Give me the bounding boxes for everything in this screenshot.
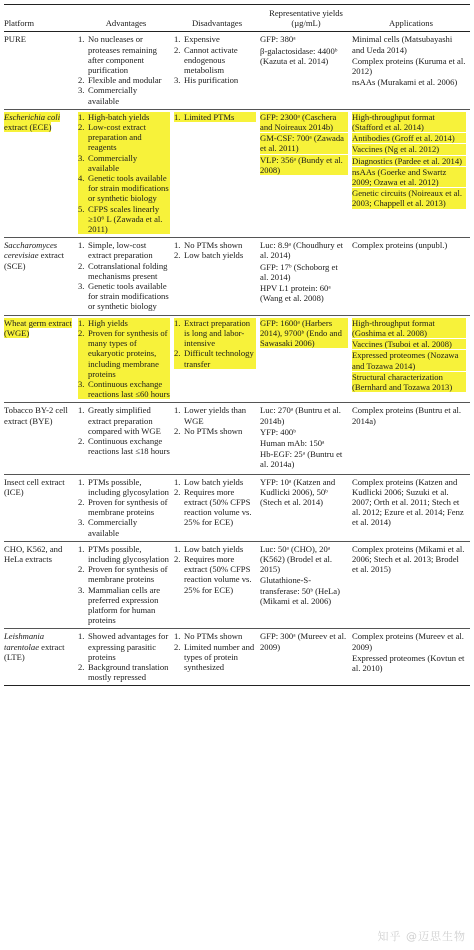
item-number: 1. <box>174 111 181 122</box>
disadvantage-item <box>174 318 256 349</box>
advantage-item <box>78 75 170 85</box>
platform-cell <box>4 477 78 538</box>
application-cell <box>352 34 470 105</box>
item-number: 2. <box>174 348 181 359</box>
yield-entry: GFP: 2300ᵃ (Caschera and Noireaux 2014b) <box>260 112 348 132</box>
application-entry: Complex proteins (Mureev et al. 2009) <box>352 631 464 652</box>
advantage-cell <box>78 544 174 626</box>
disadvantage-cell <box>174 34 260 105</box>
item-number: 3. <box>78 152 85 163</box>
advantage-item <box>78 564 170 584</box>
yield-entry: YFP: 400ᵇ <box>260 426 296 437</box>
advantage-text: Commercially available <box>88 152 138 173</box>
item-number: 3. <box>78 85 85 96</box>
application-entry: Genetic circuits (Noireaux et al. 2003; Chappell et al. 2013) <box>352 188 466 208</box>
advantage-cell <box>78 34 174 105</box>
disadvantage-item <box>174 642 256 673</box>
platform-name: extract (LTE) <box>4 641 65 662</box>
item-number: 2. <box>78 496 85 507</box>
advantage-cell <box>78 631 174 682</box>
advantage-text: PTMs possible, including glycosylation <box>88 476 169 497</box>
advantage-cell <box>78 112 174 234</box>
disadvantage-text: Extract preparation is long and labor-intensive <box>184 317 251 349</box>
platform-cell <box>4 544 78 626</box>
application-entry: Complex proteins (Kuruma et al. 2012) <box>352 55 466 77</box>
item-number: 2. <box>78 122 85 133</box>
disadvantage-cell <box>174 631 260 682</box>
advantage-item <box>78 318 170 328</box>
item-number: 1. <box>174 34 181 45</box>
header-disadvantages: Disadvantages <box>191 18 243 29</box>
disadvantage-text: Low batch yields <box>184 476 244 487</box>
item-number: 2. <box>78 435 85 446</box>
disadvantage-item <box>174 544 256 554</box>
item-number: 1. <box>78 476 85 487</box>
yield-cell <box>260 112 352 234</box>
item-number: 3. <box>78 584 85 595</box>
advantage-item <box>78 240 170 260</box>
advantage-item <box>78 204 170 235</box>
disadvantage-text: Cannot activate endogenous metabolism <box>184 44 238 76</box>
application-cell <box>352 112 470 234</box>
application-entry: Structural characterization (Bernhard and Tozawa 2013) <box>352 372 466 392</box>
header-applications: Applications <box>389 18 433 29</box>
application-entry: Complex proteins (Katzen and Kudlicki 2006; Suzuki et al. 2007; Orth et al. 2011; Stech et al. 2012; Ezure et al. 2014; Fenz et al. 2014) <box>352 476 464 528</box>
application-entry: Diagnostics (Pardee et al. 2014) <box>352 156 466 166</box>
platform-organism: Saccharomyces cerevisiae <box>4 240 58 261</box>
disadvantage-item <box>174 405 256 425</box>
platform-name: Tobacco BY-2 cell extract (BYE) <box>4 405 68 426</box>
table-row <box>4 238 470 315</box>
disadvantage-item <box>174 554 256 595</box>
advantage-item <box>78 477 170 497</box>
item-number: 2. <box>174 641 181 652</box>
advantage-text: Proven for synthesis of membrane proteins <box>88 496 168 518</box>
item-number: 2. <box>174 250 181 261</box>
advantage-text: Proven for synthesis of many types of eukaryotic proteins, including membrane proteins <box>88 327 168 379</box>
yield-entry: GFP: 380ᵃ <box>260 34 296 45</box>
yield-entry: Hb-EGF: 25ᵃ (Buntru et al. 2014a) <box>260 449 343 470</box>
disadvantage-text: Low batch yields <box>184 250 244 261</box>
advantage-text: Genetic tools available for strain modifications or synthetic biology <box>88 281 169 312</box>
platform-name: Wheat germ extract (WGE) <box>4 317 72 338</box>
disadvantage-text: Requires more extract (50% CFPS reaction volume vs. 25% for ECE) <box>184 553 252 595</box>
item-number: 2. <box>174 425 181 436</box>
platform-cell <box>4 240 78 311</box>
disadvantage-text: No PTMs shown <box>184 425 243 436</box>
application-entry: Antibodies (Groff et al. 2014) <box>352 133 466 143</box>
application-cell <box>352 318 470 400</box>
advantage-item <box>78 662 170 682</box>
item-number: 1. <box>174 317 181 328</box>
advantage-text: Continuous exchange reactions last ≤18 hours <box>88 435 170 457</box>
item-number: 2. <box>78 327 85 338</box>
item-number: 1. <box>78 543 85 554</box>
watermark: 知乎 @迈思生物 <box>377 930 466 943</box>
disadvantage-item <box>174 250 256 260</box>
application-entry: Vaccines (Tsuboi et al. 2008) <box>352 339 466 349</box>
application-cell <box>352 240 470 311</box>
disadvantage-item <box>174 631 256 641</box>
disadvantage-text: No PTMs shown <box>184 240 243 251</box>
platform-cell <box>4 112 78 234</box>
table-row <box>4 110 470 238</box>
table-row <box>4 403 470 474</box>
application-cell <box>352 405 470 470</box>
yield-cell <box>260 477 352 538</box>
advantage-item <box>78 544 170 564</box>
advantage-cell <box>78 318 174 400</box>
disadvantage-cell <box>174 112 260 234</box>
item-number: 2. <box>78 564 85 575</box>
advantage-text: No nucleases or proteases remaining after component purification <box>88 34 157 76</box>
platform-name: PURE <box>4 34 26 45</box>
disadvantage-text: Limited PTMs <box>184 111 235 122</box>
advantage-item <box>78 112 170 122</box>
application-entry: Minimal cells (Matsubayashi and Ueda 2014) <box>352 34 453 55</box>
platform-name: CHO, K562, and HeLa extracts <box>4 543 63 564</box>
application-entry: Expressed proteomes (Nozawa and Tozawa 2014) <box>352 350 466 370</box>
platform-cell <box>4 631 78 682</box>
item-number: 1. <box>174 405 181 416</box>
advantage-item <box>78 379 170 399</box>
yield-entry: Glutathione-S-transferase: 50ᵇ (HeLa) (Mikami et al. 2006) <box>260 575 340 606</box>
item-number: 2. <box>174 44 181 55</box>
yield-cell <box>260 240 352 311</box>
disadvantage-text: Limited number and types of protein synthesized <box>184 641 255 672</box>
application-cell <box>352 477 470 538</box>
disadvantage-text: Requires more extract (50% CFPS reaction volume vs. 25% for ECE) <box>184 486 252 528</box>
yield-cell <box>260 405 352 470</box>
yield-entry: Luc: 50ᵃ (CHO), 20ᵃ (K562) (Brodel et al. 2015) <box>260 543 333 575</box>
yield-cell <box>260 631 352 682</box>
yield-entry: β-galactosidase: 4400ᵇ (Kazuta et al. 2014) <box>260 45 338 66</box>
advantage-item <box>78 34 170 75</box>
advantage-item <box>78 585 170 626</box>
item-number: 3. <box>78 281 85 292</box>
item-number: 1. <box>78 240 85 251</box>
item-number: 2. <box>78 75 85 86</box>
disadvantage-cell <box>174 240 260 311</box>
advantage-text: Continuous exchange reactions last ≤60 hours <box>88 378 170 400</box>
advantage-text: Genetic tools available for strain modifications or synthetic biology <box>88 173 169 204</box>
yield-entry: Human mAb: 150ᵃ <box>260 437 325 448</box>
disadvantage-item <box>174 75 256 85</box>
disadvantage-text: No PTMs shown <box>184 631 243 642</box>
advantage-cell <box>78 405 174 470</box>
application-entry: nsAAs (Murakami et al. 2006) <box>352 77 458 88</box>
advantage-text: Commercially available <box>88 85 138 106</box>
item-number: 1. <box>174 543 181 554</box>
advantage-text: Proven for synthesis of membrane proteins <box>88 564 168 585</box>
yield-entry: GFP: 1600ᵃ (Harbers 2014), 9700ᵇ (Endo and Sawasaki 2006) <box>260 318 348 349</box>
advantage-item <box>78 173 170 204</box>
header-platform: Platform <box>4 18 35 29</box>
advantage-item <box>78 261 170 281</box>
platform-organism: Leishmania tarentolae <box>4 631 45 652</box>
table-row <box>4 32 470 109</box>
item-number: 3. <box>78 517 85 528</box>
platform-organism: Escherichia coli <box>4 111 61 122</box>
yield-cell <box>260 544 352 626</box>
header-yields: Representative yields (µg/mL) <box>269 8 343 29</box>
yield-entry: GFP: 300ᵃ (Mureev et al. 2009) <box>260 631 347 652</box>
advantage-text: Greatly simplified extract preparation compared with WGE <box>88 405 161 436</box>
disadvantage-item <box>174 426 256 436</box>
item-number: 1. <box>174 631 181 642</box>
advantage-text: High-batch yields <box>88 111 150 122</box>
advantage-text: CFPS scales linearly ≥10⁶ L (Zawada et al. 2011) <box>88 203 163 235</box>
header-advantages: Advantages <box>105 18 147 29</box>
yield-entry: Luc: 270ᵃ (Buntru et al. 2014b) <box>260 405 341 426</box>
platform-name: extract (ECE) <box>4 122 52 133</box>
item-number: 5. <box>78 203 85 214</box>
table-body <box>4 32 470 686</box>
item-number: 2. <box>78 260 85 271</box>
advantage-text: Low-cost extract preparation and reagents <box>88 122 146 153</box>
advantage-text: Showed advantages for expressing parasitic proteins <box>88 631 169 662</box>
yield-cell <box>260 34 352 105</box>
disadvantage-item <box>174 348 256 368</box>
yield-entry: GFP: 17ᵇ (Schoborg et al. 2014) <box>260 261 338 282</box>
application-entry: High-throughput format (Stafford et al. 2014) <box>352 112 466 132</box>
advantage-item <box>78 281 170 312</box>
table-row <box>4 629 470 686</box>
disadvantage-item <box>174 45 256 76</box>
disadvantage-text: Lower yields than WGE <box>184 405 247 426</box>
advantage-item <box>78 85 170 105</box>
application-entry: Complex proteins (Mikami et al. 2006; Stech et al. 2013; Brodel et al. 2015) <box>352 543 465 575</box>
disadvantage-cell <box>174 318 260 400</box>
advantage-item <box>78 497 170 517</box>
disadvantage-item <box>174 112 256 122</box>
advantage-item <box>78 517 170 537</box>
disadvantage-item <box>174 34 256 44</box>
yield-entry: Luc: 8.9ᵃ (Choudhury et al. 2014) <box>260 240 344 261</box>
advantage-cell <box>78 477 174 538</box>
application-entry: Expressed proteomes (Kovtun et al. 2010) <box>352 652 465 673</box>
application-cell <box>352 544 470 626</box>
disadvantage-item <box>174 477 256 487</box>
item-number: 1. <box>174 240 181 251</box>
platform-cell <box>4 405 78 470</box>
item-number: 1. <box>78 405 85 416</box>
item-number: 4. <box>78 173 85 184</box>
item-number: 1. <box>78 317 85 328</box>
yield-entry: VLP: 356ᵃ (Bundy et al. 2008) <box>260 155 348 175</box>
application-entry: Complex proteins (unpubl.) <box>352 240 448 251</box>
advantage-item <box>78 328 170 379</box>
yield-cell <box>260 318 352 400</box>
application-entry: nsAAs (Goerke and Swartz 2009; Ozawa et al. 2012) <box>352 167 466 187</box>
disadvantage-cell <box>174 405 260 470</box>
advantage-text: Background translation mostly repressed <box>88 661 169 683</box>
disadvantage-cell <box>174 477 260 538</box>
item-number: 1. <box>78 111 85 122</box>
yield-entry: YFP: 10ᵃ (Katzen and Kudlicki 2006), 50ᵇ (Stech et al. 2014) <box>260 476 336 507</box>
disadvantage-cell <box>174 544 260 626</box>
application-cell <box>352 631 470 682</box>
yield-entry: HPV L1 protein: 60ᵃ (Wang et al. 2008) <box>260 283 331 304</box>
item-number: 2. <box>78 661 85 672</box>
disadvantage-item <box>174 487 256 528</box>
platform-name: Insect cell extract (ICE) <box>4 476 65 497</box>
table-header-row <box>4 4 470 32</box>
advantage-item <box>78 122 170 153</box>
advantage-text: PTMs possible, including glycosylation <box>88 543 169 564</box>
application-entry: High-throughput format (Goshima et al. 2008) <box>352 318 466 338</box>
advantage-cell <box>78 240 174 311</box>
yield-entry: GM-CSF: 700ᵃ (Zawada et al. 2011) <box>260 133 348 153</box>
advantage-text: Cotranslational folding mechanisms present <box>88 260 168 281</box>
platform-cell <box>4 318 78 400</box>
advantage-text: High yields <box>88 317 128 328</box>
advantage-text: Mammalian cells are preferred expression platform for human proteins <box>88 584 161 626</box>
advantage-item <box>78 631 170 662</box>
advantage-text: Commercially available <box>88 517 138 538</box>
item-number: 3. <box>78 378 85 389</box>
item-number: 1. <box>78 631 85 642</box>
advantage-text: Flexible and modular <box>88 75 162 86</box>
disadvantage-text: His purification <box>184 75 239 86</box>
advantage-item <box>78 153 170 173</box>
item-number: 1. <box>78 34 85 45</box>
advantage-item <box>78 405 170 436</box>
application-entry: Vaccines (Ng et al. 2012) <box>352 144 466 154</box>
advantage-text: Simple, low-cost extract preparation <box>88 240 153 261</box>
platform-name: extract (SCE) <box>4 250 65 271</box>
advantage-item <box>78 436 170 456</box>
platform-cell <box>4 34 78 105</box>
disadvantage-item <box>174 240 256 250</box>
application-entry: Complex proteins (Buntru et al. 2014a) <box>352 405 462 426</box>
comparison-table <box>4 4 470 686</box>
disadvantage-text: Expensive <box>184 34 220 45</box>
table-row <box>4 542 470 630</box>
item-number: 3. <box>174 75 181 86</box>
disadvantage-text: Difficult technology transfer <box>184 348 254 369</box>
disadvantage-text: Low batch yields <box>184 543 244 554</box>
item-number: 1. <box>174 476 181 487</box>
table-row <box>4 316 470 404</box>
item-number: 2. <box>174 486 181 497</box>
table-row <box>4 475 470 542</box>
item-number: 2. <box>174 553 181 564</box>
